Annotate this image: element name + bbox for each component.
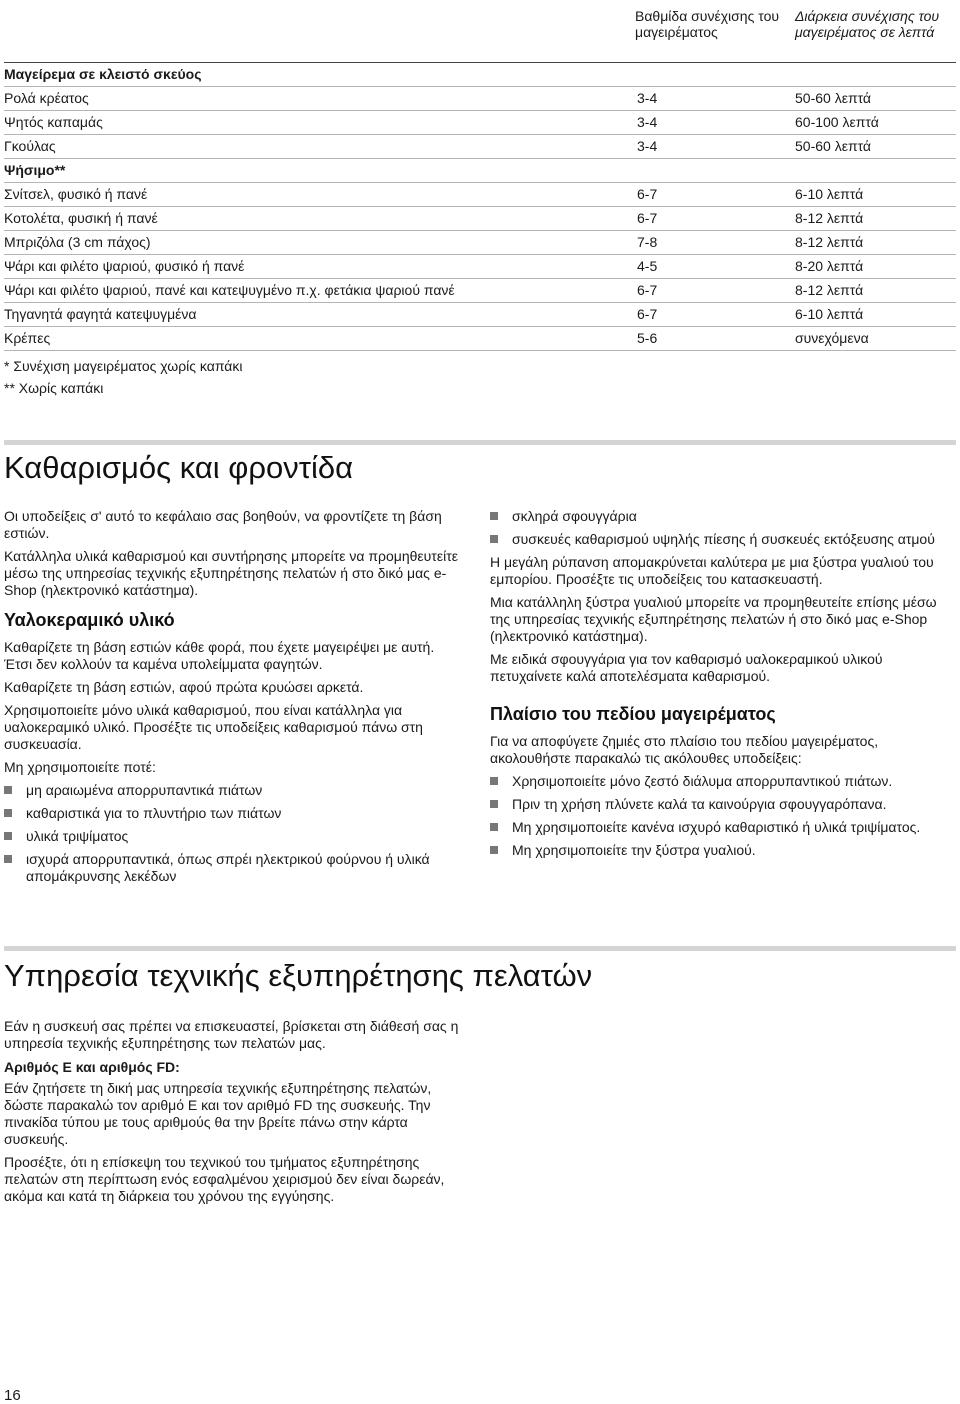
list-item bbox=[4, 805, 464, 822]
cell-level: 7-8 bbox=[637, 234, 658, 250]
subsection-title-e-fd-number: Αριθμός E και αριθμός FD: bbox=[4, 1059, 180, 1075]
paragraph: Καθαρίζετε τη βάση εστιών, αφού πρώτα κρυώσει αρκετά. bbox=[4, 679, 364, 695]
cell-level: 5-6 bbox=[637, 330, 658, 346]
table-note: * Συνέχιση μαγειρέματος χωρίς καπάκι bbox=[4, 358, 243, 374]
list-item-text: Πριν τη χρήση πλύνετε καλά τα καινούργια σφουγγαρόπανα. bbox=[512, 796, 887, 812]
cell-food: Ψητός καπαμάς bbox=[4, 114, 103, 130]
table-row bbox=[4, 87, 956, 111]
cell-level: 4-5 bbox=[637, 258, 658, 274]
table-row bbox=[4, 135, 956, 159]
subsection-title-glass-ceramic: Υαλοκεραμικό υλικό bbox=[4, 610, 175, 630]
cell-food: Μπριζόλα (3 cm πάχος) bbox=[4, 234, 151, 250]
cell-food: Ψήσιμο** bbox=[4, 162, 66, 178]
cell-food: Ψάρι και φιλέτο ψαριού, φυσικό ή πανέ bbox=[4, 258, 245, 274]
paragraph: Η μεγάλη ρύπανση απομακρύνεται καλύτερα με μια ξύστρα γυαλιού του εμπορίου. Προσέξτε τις υποδείξεις του κατασκευαστή. bbox=[490, 554, 934, 587]
cell-level: 3-4 bbox=[637, 138, 658, 154]
list-item-text: σκληρά σφουγγάρια bbox=[512, 508, 637, 524]
list-item-text: Μη χρησιμοποιείτε κανένα ισχυρό καθαριστικό ή υλικά τριψίματος. bbox=[512, 819, 921, 835]
paragraph: Οι υποδείξεις σ' αυτό το κεφάλαιο σας βοηθούν, να φροντίζετε τη βάση εστιών. bbox=[4, 508, 442, 541]
list-item bbox=[490, 819, 956, 836]
list-item bbox=[4, 851, 464, 885]
list-item bbox=[490, 508, 956, 525]
bullet-list bbox=[490, 508, 956, 548]
bullet-square-icon bbox=[4, 786, 12, 794]
cell-level: 6-7 bbox=[637, 210, 658, 226]
list-item bbox=[490, 773, 956, 790]
paragraph: Κατάλληλα υλικά καθαρισμού και συντήρησης μπορείτε να προμηθευτείτε μέσω της υπηρεσίας τεχνικής εξυπηρέτησης πελατών ή στο δικό μας e-Shop (ηλεκτρονικό κατάστημα). bbox=[4, 548, 458, 598]
table-row bbox=[4, 327, 956, 351]
column-header-duration: Διάρκεια συνέχισης του μαγειρέματος σε λεπτά bbox=[795, 8, 940, 40]
bullet-square-icon bbox=[490, 800, 498, 808]
bullet-square-icon bbox=[490, 823, 498, 831]
paragraph: Μια κατάλληλη ξύστρα γυαλιού μπορείτε να προμηθευτείτε επίσης μέσω της υπηρεσίας τεχνικής εξυπηρέτησης πελατών ή στο δικό μας e-Shop (ηλεκτρονικό κατάστημα). bbox=[490, 594, 937, 644]
bullet-square-icon bbox=[490, 846, 498, 854]
paragraph: Εάν ζητήσετε τη δική μας υπηρεσία τεχνικής εξυπηρέτησης πελατών, δώστε παρακαλώ τον αριθμό E και τον αριθμό FD της συσκευής. Την πινακίδα τύπου με τους αριθμούς θα την βρείτε πάνω στην κάρτα συσκευής. bbox=[4, 1080, 432, 1147]
list-item-text: ισχυρά απορρυπαντικά, όπως σπρέι ηλεκτρικού φούρνου ή υλικά απομάκρυνσης λεκέδων bbox=[26, 851, 430, 884]
cell-duration: 8-12 λεπτά bbox=[795, 234, 864, 250]
cell-food: Κοτολέτα, φυσική ή πανέ bbox=[4, 210, 158, 226]
table-row bbox=[4, 111, 956, 135]
cleaning-right-column bbox=[490, 508, 956, 865]
bullet-square-icon bbox=[4, 855, 12, 863]
cell-food: Γκούλας bbox=[4, 138, 56, 154]
cell-food: Τηγανητά φαγητά κατεψυγμένα bbox=[4, 306, 197, 322]
table-body bbox=[4, 63, 956, 351]
list-item bbox=[4, 782, 464, 799]
table-row bbox=[4, 231, 956, 255]
table-note: ** Χωρίς καπάκι bbox=[4, 380, 104, 396]
cell-duration: συνεχόμενα bbox=[795, 330, 869, 346]
cell-food: Σνίτσελ, φυσικό ή πανέ bbox=[4, 186, 148, 202]
bullet-square-icon bbox=[4, 832, 12, 840]
cell-duration: 50-60 λεπτά bbox=[795, 90, 872, 106]
table-section-row bbox=[4, 63, 956, 87]
page-number: 16 bbox=[4, 1387, 21, 1404]
bullet-square-icon bbox=[490, 777, 498, 785]
table-notes bbox=[4, 355, 243, 399]
cooking-table bbox=[4, 0, 956, 351]
cell-duration: 8-20 λεπτά bbox=[795, 258, 864, 274]
bullet-list bbox=[4, 782, 464, 885]
list-item-text: μη αραιωμένα απορρυπαντικά πιάτων bbox=[26, 782, 263, 798]
list-item bbox=[490, 842, 956, 859]
list-item bbox=[490, 531, 956, 548]
cleaning-left-column bbox=[4, 508, 464, 891]
section-title-service: Υπηρεσία τεχνικής εξυπηρέτησης πελατών bbox=[4, 958, 593, 993]
cell-duration: 50-60 λεπτά bbox=[795, 138, 872, 154]
table-header bbox=[4, 0, 956, 63]
bullet-list bbox=[490, 773, 956, 859]
cell-duration: 8-12 λεπτά bbox=[795, 210, 864, 226]
paragraph: Εάν η συσκευή σας πρέπει να επισκευαστεί, βρίσκεται στη διάθεσή σας η υπηρεσία τεχνικής εξυπηρέτησης των πελατών μας. bbox=[4, 1018, 459, 1051]
bullet-square-icon bbox=[490, 512, 498, 520]
cell-level: 6-7 bbox=[637, 306, 658, 322]
section-divider bbox=[4, 440, 956, 445]
list-item-text: καθαριστικά για το πλυντήριο των πιάτων bbox=[26, 805, 282, 821]
list-item-text: συσκευές καθαρισμού υψηλής πίεσης ή συσκευές εκτόξευσης ατμού bbox=[512, 531, 935, 547]
table-row bbox=[4, 255, 956, 279]
table-row bbox=[4, 303, 956, 327]
paragraph: Χρησιμοποιείτε μόνο υλικά καθαρισμού, που είναι κατάλληλα για υαλοκεραμικό υλικό. Προσέξτε τις υποδείξεις καθαρισμού πάνω στη συσκευασία. bbox=[4, 702, 423, 752]
section-title-cleaning: Καθαρισμός και φροντίδα bbox=[4, 450, 354, 485]
subsection-title-frame: Πλαίσιο του πεδίου μαγειρέματος bbox=[490, 704, 776, 724]
table-row bbox=[4, 279, 956, 303]
list-item bbox=[490, 796, 956, 813]
paragraph: Καθαρίζετε τη βάση εστιών κάθε φορά, που έχετε μαγειρέψει με αυτή. Έτσι δεν κολλούν τα καμένα υπολείμματα φαγητών. bbox=[4, 639, 435, 672]
paragraph: Μη χρησιμοποιείτε ποτέ: bbox=[4, 759, 156, 775]
cell-duration: 8-12 λεπτά bbox=[795, 282, 864, 298]
list-item bbox=[4, 828, 464, 845]
table-row bbox=[4, 183, 956, 207]
cell-duration: 60-100 λεπτά bbox=[795, 114, 879, 130]
cell-level: 3-4 bbox=[637, 114, 658, 130]
cell-food: Ψάρι και φιλέτο ψαριού, πανέ και κατεψυγμένο π.χ. φετάκια ψαριού πανέ bbox=[4, 282, 455, 298]
paragraph: Προσέξτε, ότι η επίσκεψη του τεχνικού του τμήματος εξυπηρέτησης πελατών στη περίπτωση ενός εσφαλμένου χειρισμού δεν είναι δωρεάν, ακόμα και κατά τη διάρκεια του χρόνου της εγγύησης. bbox=[4, 1154, 445, 1204]
cell-food: Κρέπες bbox=[4, 330, 51, 346]
list-item-text: Μη χρησιμοποιείτε την ξύστρα γυαλιού. bbox=[512, 842, 756, 858]
column-header-level: Βαθμίδα συνέχισης του μαγειρέματος bbox=[635, 8, 780, 40]
cell-level: 6-7 bbox=[637, 282, 658, 298]
table-section-row bbox=[4, 159, 956, 183]
cell-food: Ρολά κρέατος bbox=[4, 90, 89, 106]
bullet-square-icon bbox=[4, 809, 12, 817]
list-item-text: υλικά τριψίματος bbox=[26, 828, 129, 844]
cell-level: 3-4 bbox=[637, 90, 658, 106]
service-column bbox=[4, 1018, 464, 1211]
section-divider bbox=[4, 946, 956, 951]
cell-food: Μαγείρεμα σε κλειστό σκεύος bbox=[4, 66, 202, 82]
bullet-square-icon bbox=[490, 535, 498, 543]
paragraph: Για να αποφύγετε ζημιές στο πλαίσιο του πεδίου μαγειρέματος, ακολουθήστε παρακαλώ τις ακόλουθες υποδείξεις: bbox=[490, 733, 879, 766]
cell-duration: 6-10 λεπτά bbox=[795, 306, 864, 322]
cell-level: 6-7 bbox=[637, 186, 658, 202]
list-item-text: Χρησιμοποιείτε μόνο ζεστό διάλυμα απορρυπαντικού πιάτων. bbox=[512, 773, 893, 789]
cell-duration: 6-10 λεπτά bbox=[795, 186, 864, 202]
paragraph: Με ειδικά σφουγγάρια για τον καθαρισμό υαλοκεραμικού υλικού πετυχαίνετε καλά αποτελέσματα καθαρισμού. bbox=[490, 651, 883, 684]
table-row bbox=[4, 207, 956, 231]
